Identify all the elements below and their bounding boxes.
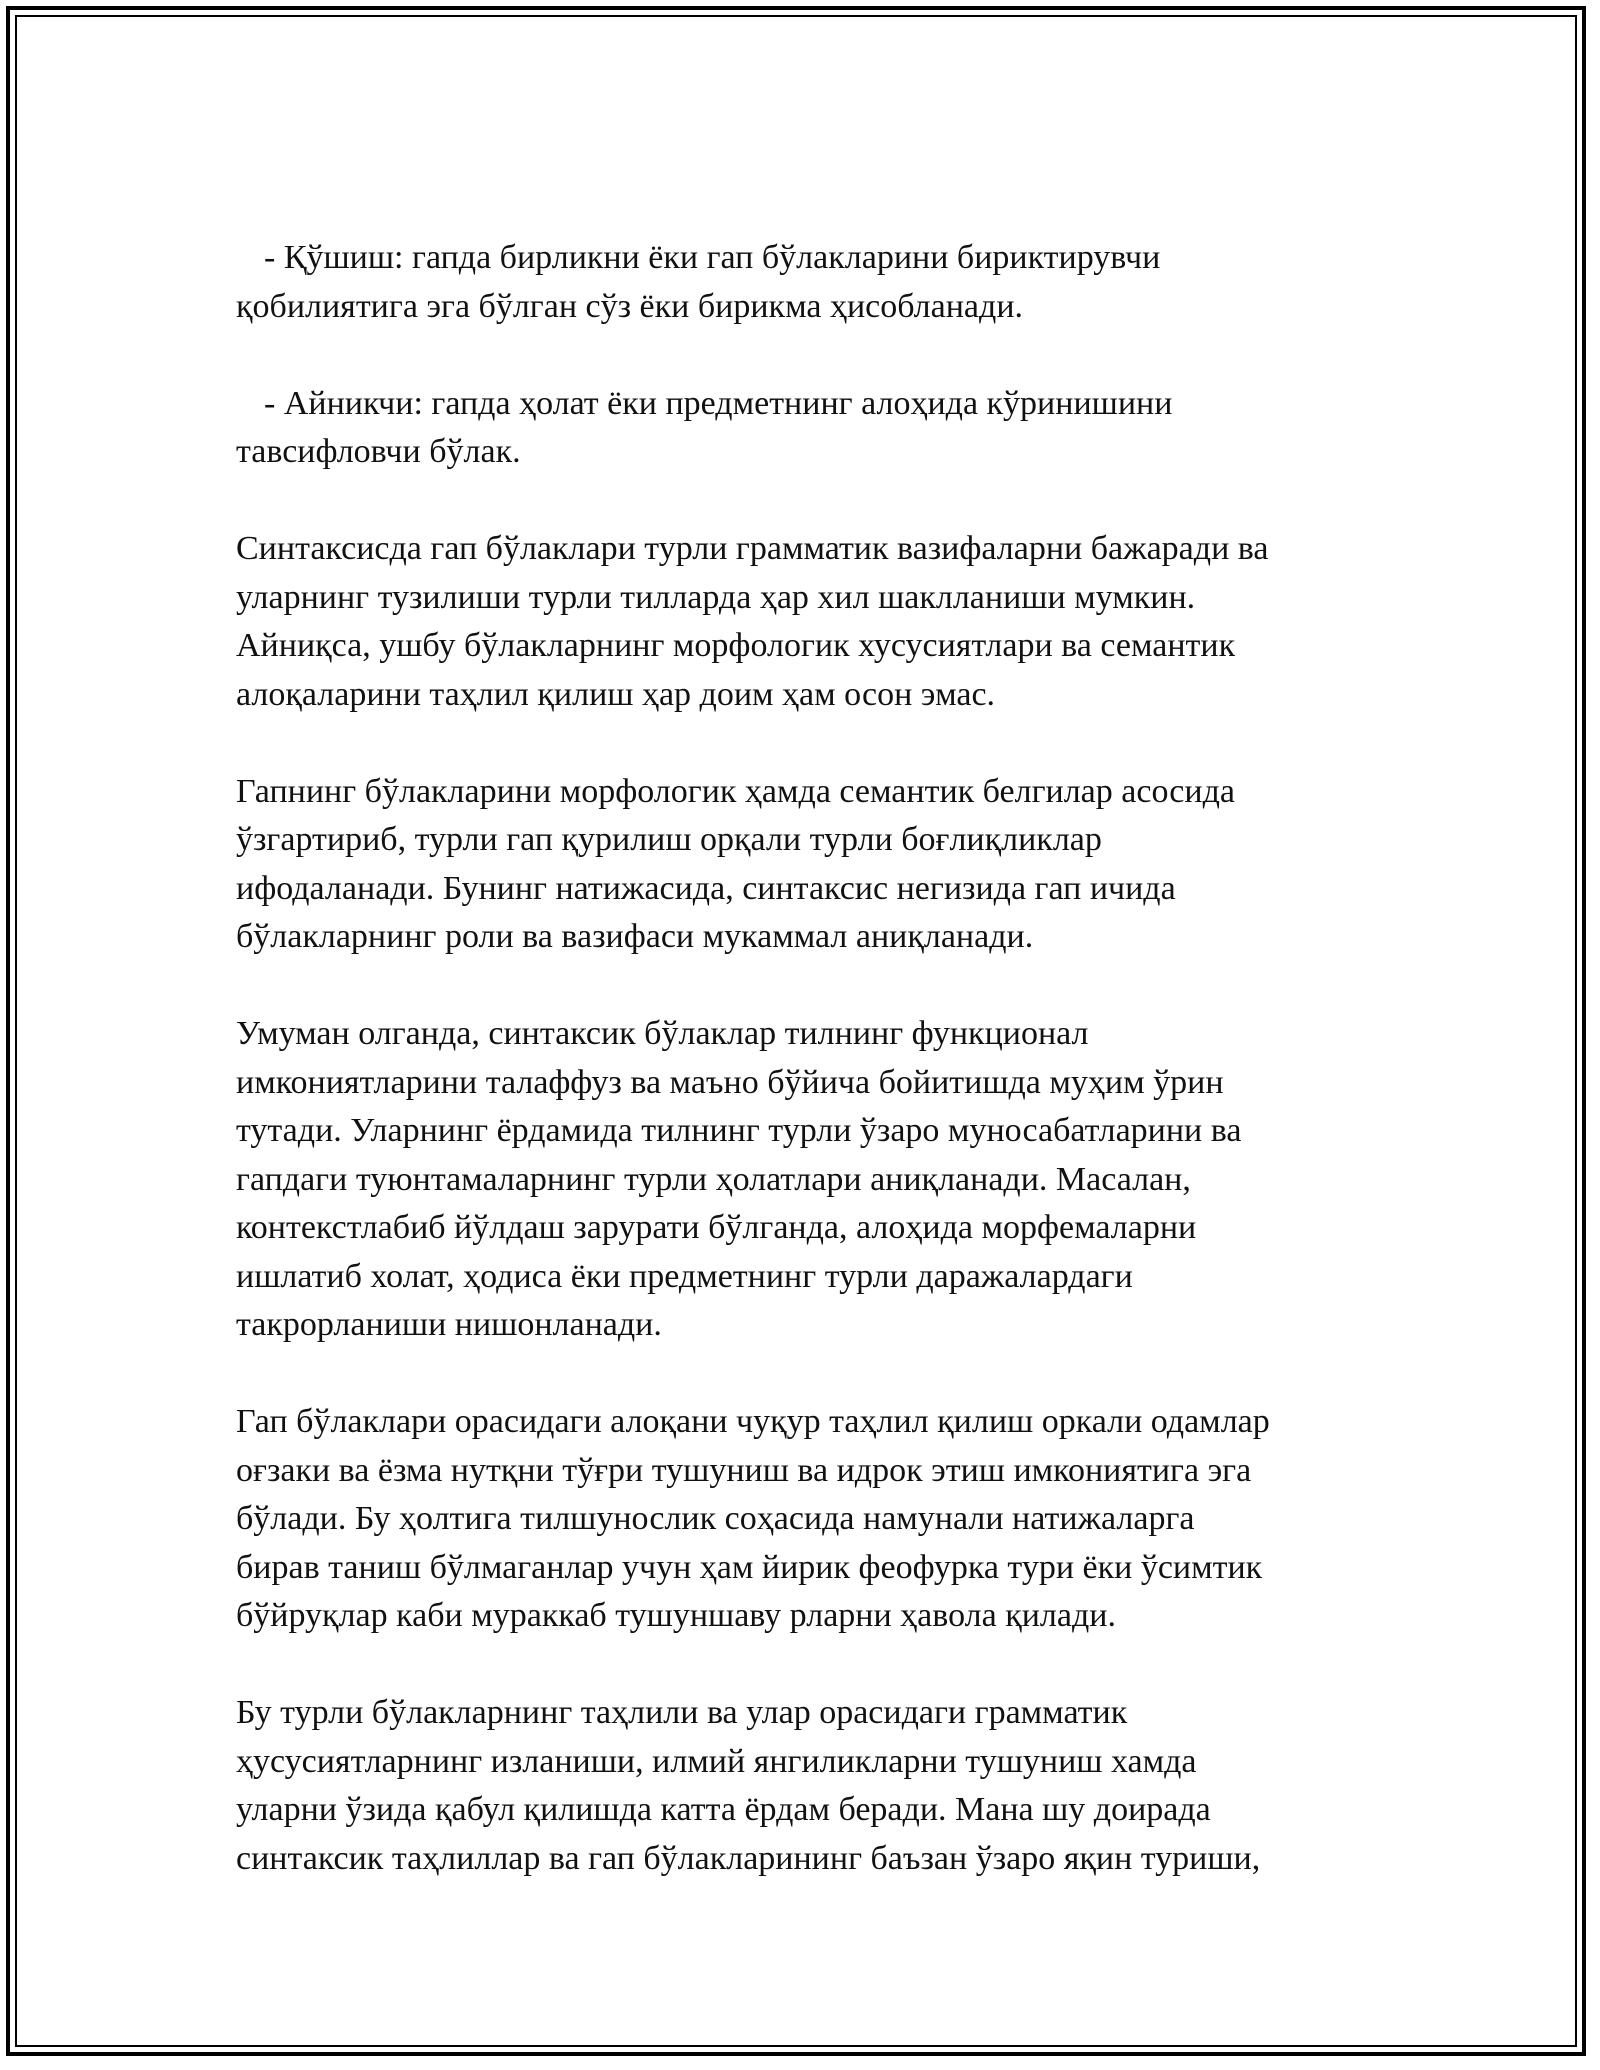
text-line: оғзаки ва ёзма нутқни тўғри тушуниш ва идрок этиш имкониятига эга (236, 1451, 1252, 1489)
text-line: бирав таниш бўлмаганлар учун ҳам йирик феофурка тури ёки ўсимтик (236, 1548, 1263, 1586)
text-line: алоқаларини таҳлил қилиш ҳар доим ҳам осон эмас. (236, 675, 996, 713)
paragraph-gapning (236, 768, 1366, 962)
text-line: қобилиятига эга бўлган сўз ёки бирикма ҳисобланади. (236, 287, 1024, 325)
text-line: гапдаги туюнтамаларнинг турли ҳолатлари аниқланади. Масалан, (236, 1160, 1191, 1198)
text-line: уларнинг тузилиши турли тилларда ҳар хил шаклланиши мумкин. (236, 578, 1196, 616)
text-line: ишлатиб холат, ҳодиса ёки предметнинг турли даражалардаги (236, 1257, 1133, 1295)
paragraph-gap-bulaklari (236, 1398, 1366, 1641)
paragraph-aynikchi (236, 380, 1366, 477)
text-line: ўзгартириб, турли гап қурилиш орқали турли боғлиқликлар (236, 821, 1102, 858)
text-line: такрорланиши нишонланади. (236, 1306, 662, 1343)
text-line: уларни ўзида қабул қилишда катта ёрдам беради. Мана шу доирада (236, 1791, 1211, 1828)
text-line: ҳусусиятларнинг изланиши, илмий янгиликларни тушуниш хамда (236, 1742, 1197, 1780)
text-line: тавсифловчи бўлак. (236, 433, 521, 470)
paragraph-bu-turli (236, 1689, 1366, 1883)
paragraph-kushish (236, 234, 1366, 331)
text-line: - Қўшиш: гапда бирликни ёки гап бўлакларини бириктирувчи (264, 239, 1161, 276)
paragraph-umuman (236, 1010, 1366, 1350)
text-line: бўлакларнинг роли ва вазифаси мукаммал аниқланади. (236, 918, 1034, 955)
text-line: Бу турли бўлакларнинг таҳлили ва улар орасидаги грамматик (236, 1694, 1128, 1731)
text-line: синтаксик таҳлиллар ва гап бўлакларининг баъзан ўзаро яқин туриши, (236, 1839, 1261, 1877)
document-body (236, 234, 1366, 1932)
text-line: Гап бўлаклари орасидаги алоқани чуқур таҳлил қилиш оркали одамлар (236, 1403, 1270, 1440)
text-line: контекстлабиб йўлдаш зарурати бўлганда, алоҳида морфемаларни (236, 1209, 1197, 1246)
text-line: бўлади. Бу ҳолтига тилшунослик соҳасида намунали натижаларга (236, 1500, 1195, 1537)
text-line: имкониятларини талаффуз ва маъно бўйича бойитишда муҳим ўрин (236, 1063, 1224, 1101)
text-line: тутади. Уларнинг ёрдамида тилнинг турли ўзаро муносабатларини ва (236, 1112, 1242, 1149)
paragraph-sintaksisda (236, 525, 1366, 719)
text-line: бўйруқлар каби мураккаб тушуншаву рларни ҳавола қилади. (236, 1597, 1116, 1634)
text-line: ифодаланади. Бунинг натижасида, синтаксис негизида гап ичида (236, 869, 1176, 907)
text-line: Гапнинг бўлакларини морфологик ҳамда семантик белгилар асосида (236, 772, 1235, 810)
text-line: Умуман олганда, синтаксик бўлаклар тилнинг функционал (236, 1015, 1089, 1052)
text-line: - Айникчи: гапда ҳолат ёки предметнинг алоҳида кўринишини (264, 384, 1173, 422)
text-line: Айниқса, ушбу бўлакларнинг морфологик хусусиятлари ва семантик (236, 627, 1236, 664)
text-line: Синтаксисда гап бўлаклари турли грамматик вазифаларни бажаради ва (236, 530, 1269, 567)
